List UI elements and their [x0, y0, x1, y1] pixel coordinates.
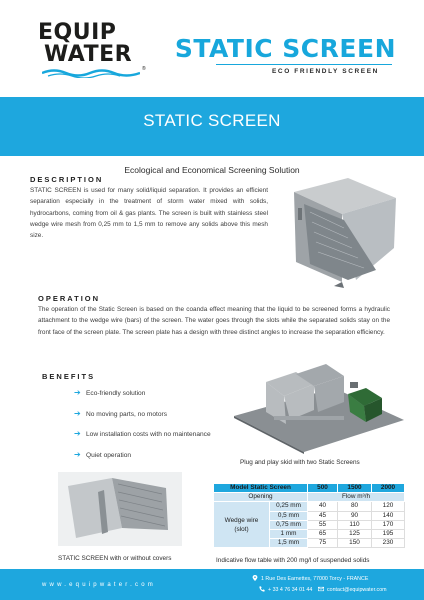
logo-registered-mark: ® — [142, 66, 146, 72]
model-500: 500 — [308, 484, 338, 493]
table-cell: 125 — [338, 530, 372, 539]
table-row — [214, 502, 405, 511]
slot-size: 0,25 mm — [270, 502, 308, 511]
page-footer — [0, 569, 424, 600]
description-heading: DESCRIPTION — [30, 175, 104, 184]
opening-label: Opening — [214, 493, 308, 502]
model-1500: 1500 — [338, 484, 372, 493]
mail-icon — [318, 586, 324, 592]
phone-icon — [259, 586, 265, 592]
table-row — [214, 493, 405, 502]
slot-size: 1,5 mm — [270, 539, 308, 548]
header-divider — [216, 64, 392, 65]
benefit-label: No moving parts, no motors — [86, 410, 167, 418]
table-cell: 150 — [338, 539, 372, 548]
covers-caption: STATIC SCREEN with or without covers — [58, 555, 172, 562]
table-cell: 110 — [338, 520, 372, 529]
footer-email-link[interactable]: contact@equipwater.com — [327, 587, 387, 593]
table-header-row — [214, 484, 405, 493]
logo-line-1: EQUIP — [38, 20, 117, 45]
band-subtitle: Ecological and Economical Screening Solution — [124, 165, 300, 175]
equipwater-logo — [38, 22, 146, 78]
table-cell: 65 — [308, 530, 338, 539]
model-2000: 2000 — [372, 484, 405, 493]
title-band — [0, 97, 424, 156]
wedge-wire-label-line2: (slot) — [234, 525, 249, 533]
location-pin-icon — [252, 575, 258, 581]
table-cell: 230 — [372, 539, 405, 548]
slot-size: 0,5 mm — [270, 511, 308, 520]
slot-size: 0,75 mm — [270, 520, 308, 529]
table-cell: 75 — [308, 539, 338, 548]
logo-wave-icon — [42, 68, 140, 78]
operation-heading: OPERATION — [38, 294, 101, 303]
header-title: STATIC SCREEN — [174, 34, 396, 63]
footer-address — [252, 575, 368, 582]
table-cell: 195 — [372, 530, 405, 539]
table-cell: 55 — [308, 520, 338, 529]
table-cell: 90 — [338, 511, 372, 520]
operation-text: The operation of the Static Screen is based on the coanda effect meaning that the liquid to be screened forms a hydraulic attachment to the wedge wire (bars) of the screen. The water goes through the slots while the separated solids stay on the front face of the screen plate. The screen plate has a design with three distinct angles to increase the separation efficiency. — [38, 306, 390, 336]
footer-website-link[interactable]: www.equipwater.com — [42, 582, 156, 588]
table-cell: 140 — [372, 511, 405, 520]
footer-phone-text: + 33 4 76 34 01 44 — [268, 587, 313, 593]
logo-line-2: WATER — [44, 42, 133, 67]
footer-phone — [259, 586, 312, 593]
arrow-right-icon: ➔ — [74, 449, 81, 459]
table-cell: 120 — [372, 502, 405, 511]
benefit-label: Low installation costs with no maintenance — [86, 431, 211, 438]
wedge-wire-label — [214, 502, 270, 548]
slot-size: 1 mm — [270, 530, 308, 539]
benefits-heading: BENEFITS — [42, 372, 96, 381]
model-header: Model Static Screen — [214, 484, 308, 493]
arrow-right-icon: ➔ — [74, 388, 81, 397]
arrow-right-icon: ➔ — [74, 429, 81, 438]
static-screen-image — [286, 178, 400, 290]
skid-image — [230, 354, 406, 454]
wedge-wire-label-line1: Wedge wire — [224, 516, 259, 524]
description-text: STATIC SCREEN is used for many solid/liquid separation. It provides an efficient separation especially in the treatment of storm water mixed with solids, hydrocarbons, coming from oil & gas plants. The screen is built with stainless steel wedge wire mesh from 0,25 mm to 1,5 mm to remove any solids above this mesh size. — [30, 187, 268, 240]
table-caption: Indicative flow table with 200 mg/l of suspended solids — [216, 557, 370, 564]
benefit-label: Eco-friendly solution — [86, 390, 146, 397]
table-cell: 170 — [372, 520, 405, 529]
header-subtitle: ECO FRIENDLY SCREEN — [272, 68, 379, 75]
benefit-label: Quiet operation — [86, 451, 132, 459]
footer-address-text: 1 Rue Des Earnettes, 77000 Torcy - FRANCE — [261, 576, 369, 582]
table-cell: 45 — [308, 511, 338, 520]
flow-label: Flow m³/h — [308, 493, 405, 502]
screen-covers-image — [58, 472, 182, 546]
table-cell: 40 — [308, 502, 338, 511]
footer-email — [318, 586, 387, 593]
table-cell: 80 — [338, 502, 372, 511]
flow-table — [213, 483, 405, 548]
page-header — [0, 0, 424, 96]
arrow-right-icon: ➔ — [74, 408, 81, 418]
band-title: STATIC SCREEN — [143, 111, 281, 130]
skid-caption: Plug and play skid with two Static Screens — [240, 459, 360, 466]
